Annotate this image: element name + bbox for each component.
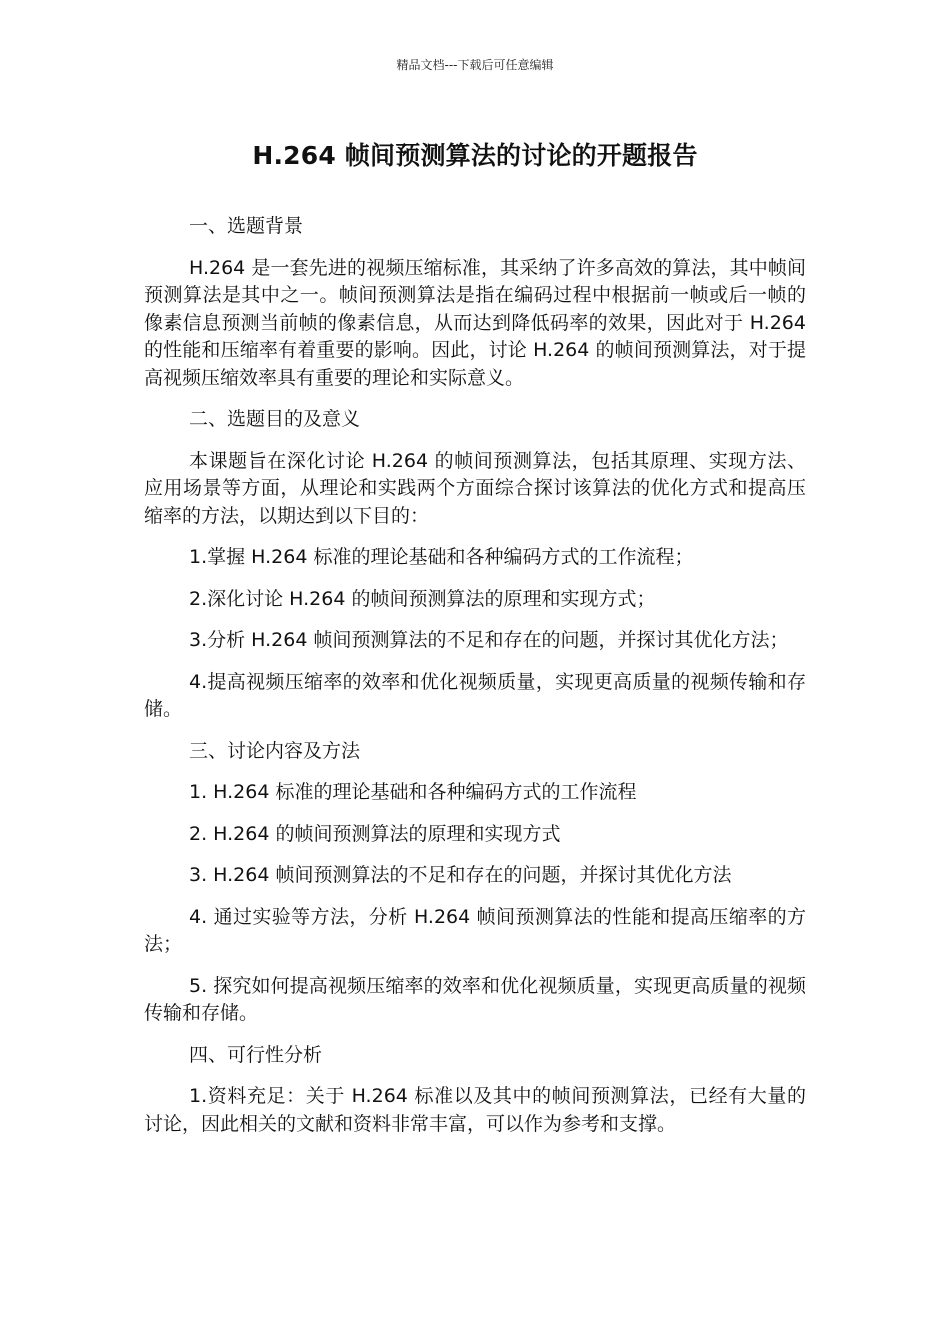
- list-item: 2. H.264 的帧间预测算法的原理和实现方式: [189, 822, 561, 845]
- list-item: 3. H.264 帧间预测算法的不足和存在的问题，并探讨其优化方法: [189, 864, 732, 886]
- list-item: 1.掌握 H.264 标准的理论基础和各种编码方式的工作流程；: [189, 546, 694, 568]
- document-title: H.264 帧间预测算法的讨论的开题报告: [252, 141, 698, 170]
- section-heading-content-methods: 三、讨论内容及方法: [189, 739, 361, 762]
- section-heading-purpose: 二、选题目的及意义: [189, 408, 361, 430]
- document-body: [144, 213, 806, 1152]
- section-heading-feasibility: 四、可行性分析: [189, 1043, 323, 1066]
- list-item: 2.深化讨论 H.264 的帧间预测算法的原理和实现方式；: [189, 587, 656, 610]
- page-header: 精品文档---下载后可任意编辑: [396, 58, 554, 72]
- paragraph: H.264 是一套先进的视频压缩标准，其采纳了许多高效的算法，其中帧间预测算法是其中之一。帧间预测算法是指在编码过程中根据前一帧或后一帧的像素信息预测当前帧的像素信息，从而达到降低码率的效果，因此对于 H.264 的性能和压缩率有着重要的影响。因此，讨论 H.264 的帧间预测算法，对于提高视频压缩效率具有重要的理论和实际意义。: [144, 256, 806, 389]
- list-item: 1.资料充足：关于 H.264 标准以及其中的帧间预测算法，已经有大量的讨论，因此相关的文献和资料非常丰富，可以作为参考和支撑。: [144, 1085, 806, 1135]
- section-heading-background: 一、选题背景: [189, 215, 304, 237]
- list-item: 4. 通过实验等方法，分析 H.264 帧间预测算法的性能和提高压缩率的方法；: [144, 905, 806, 955]
- paragraph: 本课题旨在深化讨论 H.264 的帧间预测算法，包括其原理、实现方法、应用场景等方面，从理论和实践两个方面综合探讨该算法的优化方式和提高压缩率的方法，以期达到以下目的：: [144, 449, 806, 527]
- list-item: 3.分析 H.264 帧间预测算法的不足和存在的问题，并探讨其优化方法；: [189, 629, 789, 651]
- list-item: 5. 探究如何提高视频压缩率的效率和优化视频质量，实现更高质量的视频传输和存储。: [144, 974, 806, 1024]
- list-item: 1. H.264 标准的理论基础和各种编码方式的工作流程: [189, 781, 637, 803]
- list-item: 4.提高视频压缩率的效率和优化视频质量，实现更高质量的视频传输和存储。: [144, 670, 806, 720]
